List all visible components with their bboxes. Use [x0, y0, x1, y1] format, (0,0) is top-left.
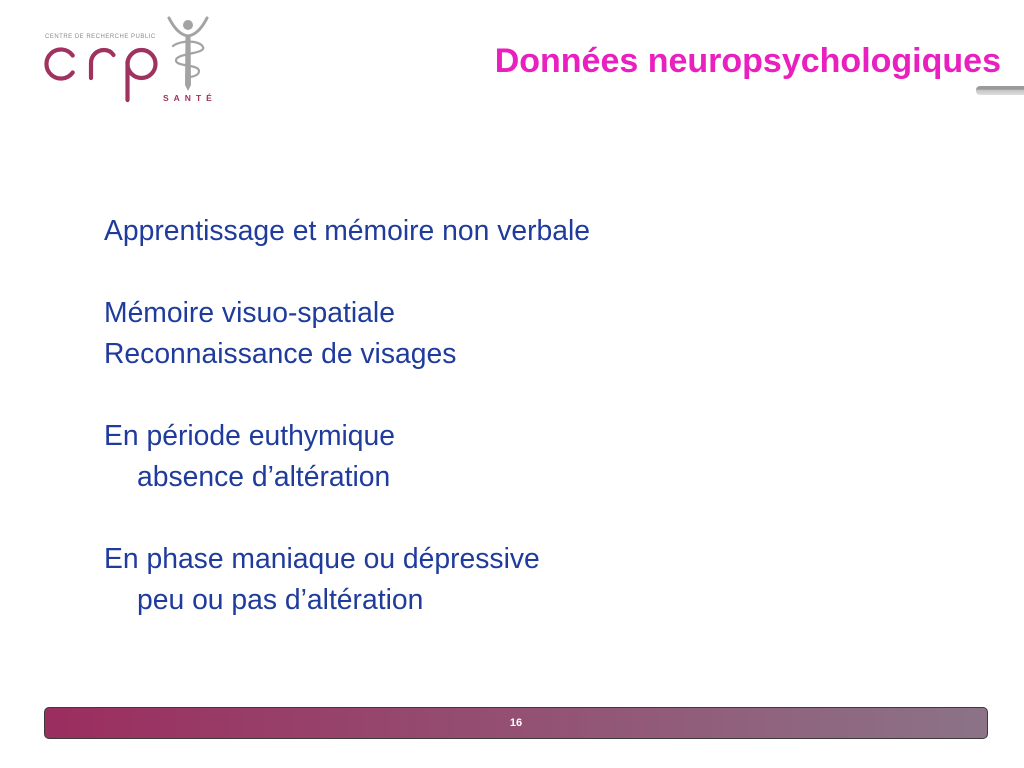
body-line: En phase maniaque ou dépressive: [104, 542, 540, 574]
logo-wordmark: [46, 50, 155, 101]
body-line: Apprentissage et mémoire non verbale: [104, 214, 591, 246]
logo-letter-r: [91, 50, 114, 78]
bullet-group: [104, 292, 984, 374]
crp-sante-logo: [0, 0, 230, 110]
slide-title: Données neuropsychologiques: [494, 42, 1001, 80]
footer-bar: [44, 707, 988, 739]
body-subline: peu ou pas d’altération: [137, 583, 424, 615]
bullet-group: [104, 415, 984, 497]
logo-sante-label: SANTÉ: [163, 93, 217, 103]
logo-letter-p: [128, 50, 156, 100]
body-line: Mémoire visuo-spatiale: [104, 296, 395, 328]
body-subline: absence d’altération: [137, 460, 391, 492]
logo-org-line: CENTRE DE RECHERCHE PUBLIC: [45, 34, 156, 40]
title-rule: [976, 86, 1024, 95]
logo-letter-c: [46, 50, 72, 79]
slide-body: [104, 210, 984, 620]
body-line: Reconnaissance de visages: [104, 337, 457, 369]
bullet-group: [104, 210, 984, 251]
page-number: 16: [509, 717, 523, 729]
bullet-group: [104, 538, 984, 620]
human-figure-icon: [169, 18, 207, 91]
body-line: En période euthymique: [104, 419, 396, 451]
